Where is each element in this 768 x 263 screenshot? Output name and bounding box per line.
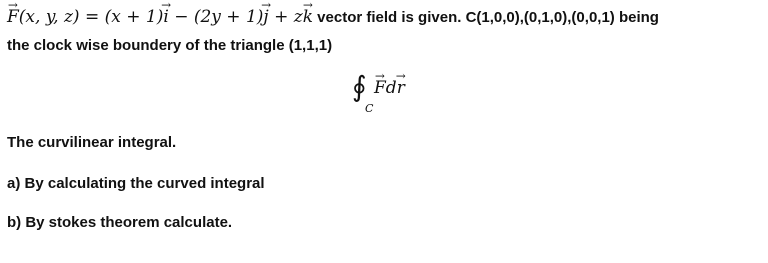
field-term-2: − (2y + 1) xyxy=(168,7,264,27)
field-term-1: (x + 1) xyxy=(104,7,164,27)
vector-field-formula xyxy=(7,7,313,27)
unit-vector-j: → j xyxy=(263,7,268,27)
integrand-r: → r xyxy=(397,78,405,98)
integral-subscript: C xyxy=(365,102,374,115)
field-term-3: + z xyxy=(268,7,303,27)
problem-statement-line-1 xyxy=(7,7,659,27)
integrand-F: → F xyxy=(374,78,386,98)
curvilinear-integral-heading: The curvilinear integral. xyxy=(7,134,177,151)
part-b-question: b) By stokes theorem calculate. xyxy=(7,214,233,231)
unit-vector-k: → k xyxy=(303,7,313,27)
unit-vector-i: → i xyxy=(163,7,168,27)
field-lhs-args: (x, y, z) = xyxy=(18,7,105,27)
line-integral-expression xyxy=(352,70,472,124)
vector-F-symbol: → F xyxy=(7,7,19,27)
integrand xyxy=(374,78,405,98)
contour-integral-symbol: ∮ xyxy=(352,70,367,103)
part-a-question: a) By calculating the curved integral xyxy=(7,175,265,192)
problem-text-1: vector field is given. C(1,0,0),(0,1,0),(0,0,1) being xyxy=(313,9,659,26)
integrand-d: d xyxy=(385,78,397,98)
problem-statement-line-2: the clock wise boundery of the triangle (1,1,1) xyxy=(7,37,333,54)
